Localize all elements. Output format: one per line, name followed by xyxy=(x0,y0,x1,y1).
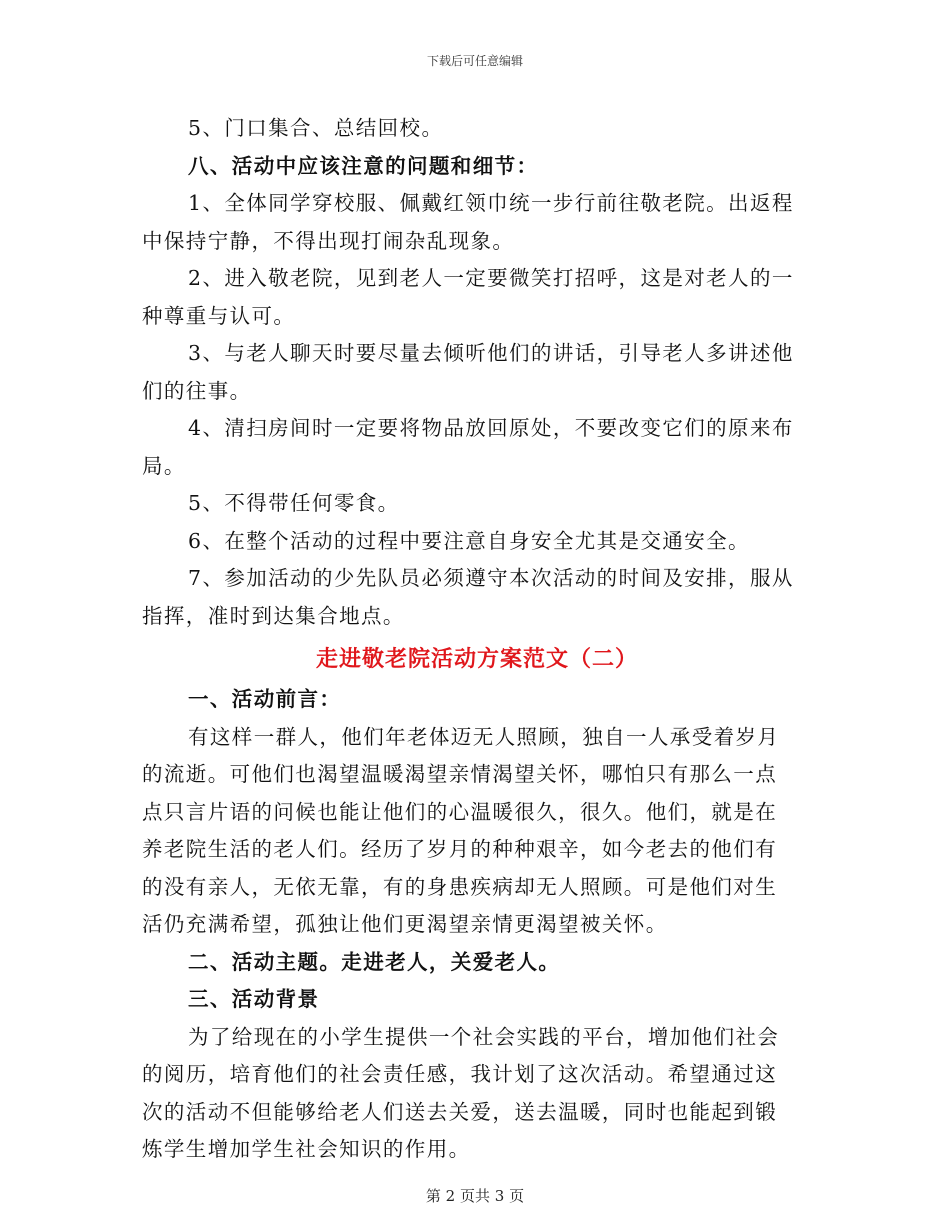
note-item: 3、与老人聊天时要尽量去倾听他们的讲话，引导老人多讲述他们的往事。 xyxy=(142,341,794,403)
section-title: 走进敬老院活动方案范文（二） xyxy=(315,646,638,672)
note-item: 6、在整个活动的过程中要注意自身安全尤其是交通安全。 xyxy=(188,528,750,553)
heading-preface: 一、活动前言： xyxy=(188,687,342,711)
heading-theme: 二、活动主题。走进老人，关爱老人。 xyxy=(188,949,561,974)
heading-eight: 八、活动中应该注意的问题和细节： xyxy=(188,153,539,178)
item-5-return: 5、门口集合、总结回校。 xyxy=(188,116,444,140)
page-header: 下载后可任意编辑 xyxy=(426,54,523,68)
note-item: 2、进入敬老院，见到老人一定要微笑打招呼，这是对老人的一种尊重与认可。 xyxy=(142,266,794,328)
note-item: 1、全体同学穿校服、佩戴红领巾统一步行前往敬老院。出返程中保持宁静，不得出现打闹杂乱现象。 xyxy=(142,191,794,253)
note-item: 4、清扫房间时一定要将物品放回原处，不要改变它们的原来布局。 xyxy=(142,416,794,478)
background-paragraph: 为了给现在的小学生提供一个社会实践的平台，增加他们社会的阅历，培育他们的社会责任感，我计划了这次活动。希望通过这次的活动不但能够给老人们送去关爱，送去温暖，同时也能起到锻炼学生增加学生社会知识的作用。 xyxy=(142,1024,780,1161)
document-body xyxy=(142,110,812,1169)
preface-paragraph: 有这样一群人，他们年老体迈无人照顾，独自一人承受着岁月的流逝。可他们也渴望温暖渴望亲情渴望关怀，哪怕只有那么一点点只言片语的问候也能让他们的心温暖很久，很久。他们，就是在养老院生活的老人们。经历了岁月的种种艰辛，如今老去的他们有的没有亲人，无依无靠，有的身患疾病却无人照顾。可是他们对生活仍充满希望，孤独让他们更渴望亲情更渴望被关怀。 xyxy=(142,724,780,936)
page-footer: 第 2 页共 3 页 xyxy=(425,1187,525,1205)
heading-background: 三、活动背景 xyxy=(188,987,320,1011)
note-item: 7、参加活动的少先队员必须遵守本次活动的时间及安排，服从指挥，准时到达集合地点。 xyxy=(142,566,794,628)
note-item: 5、不得带任何零食。 xyxy=(188,491,400,515)
